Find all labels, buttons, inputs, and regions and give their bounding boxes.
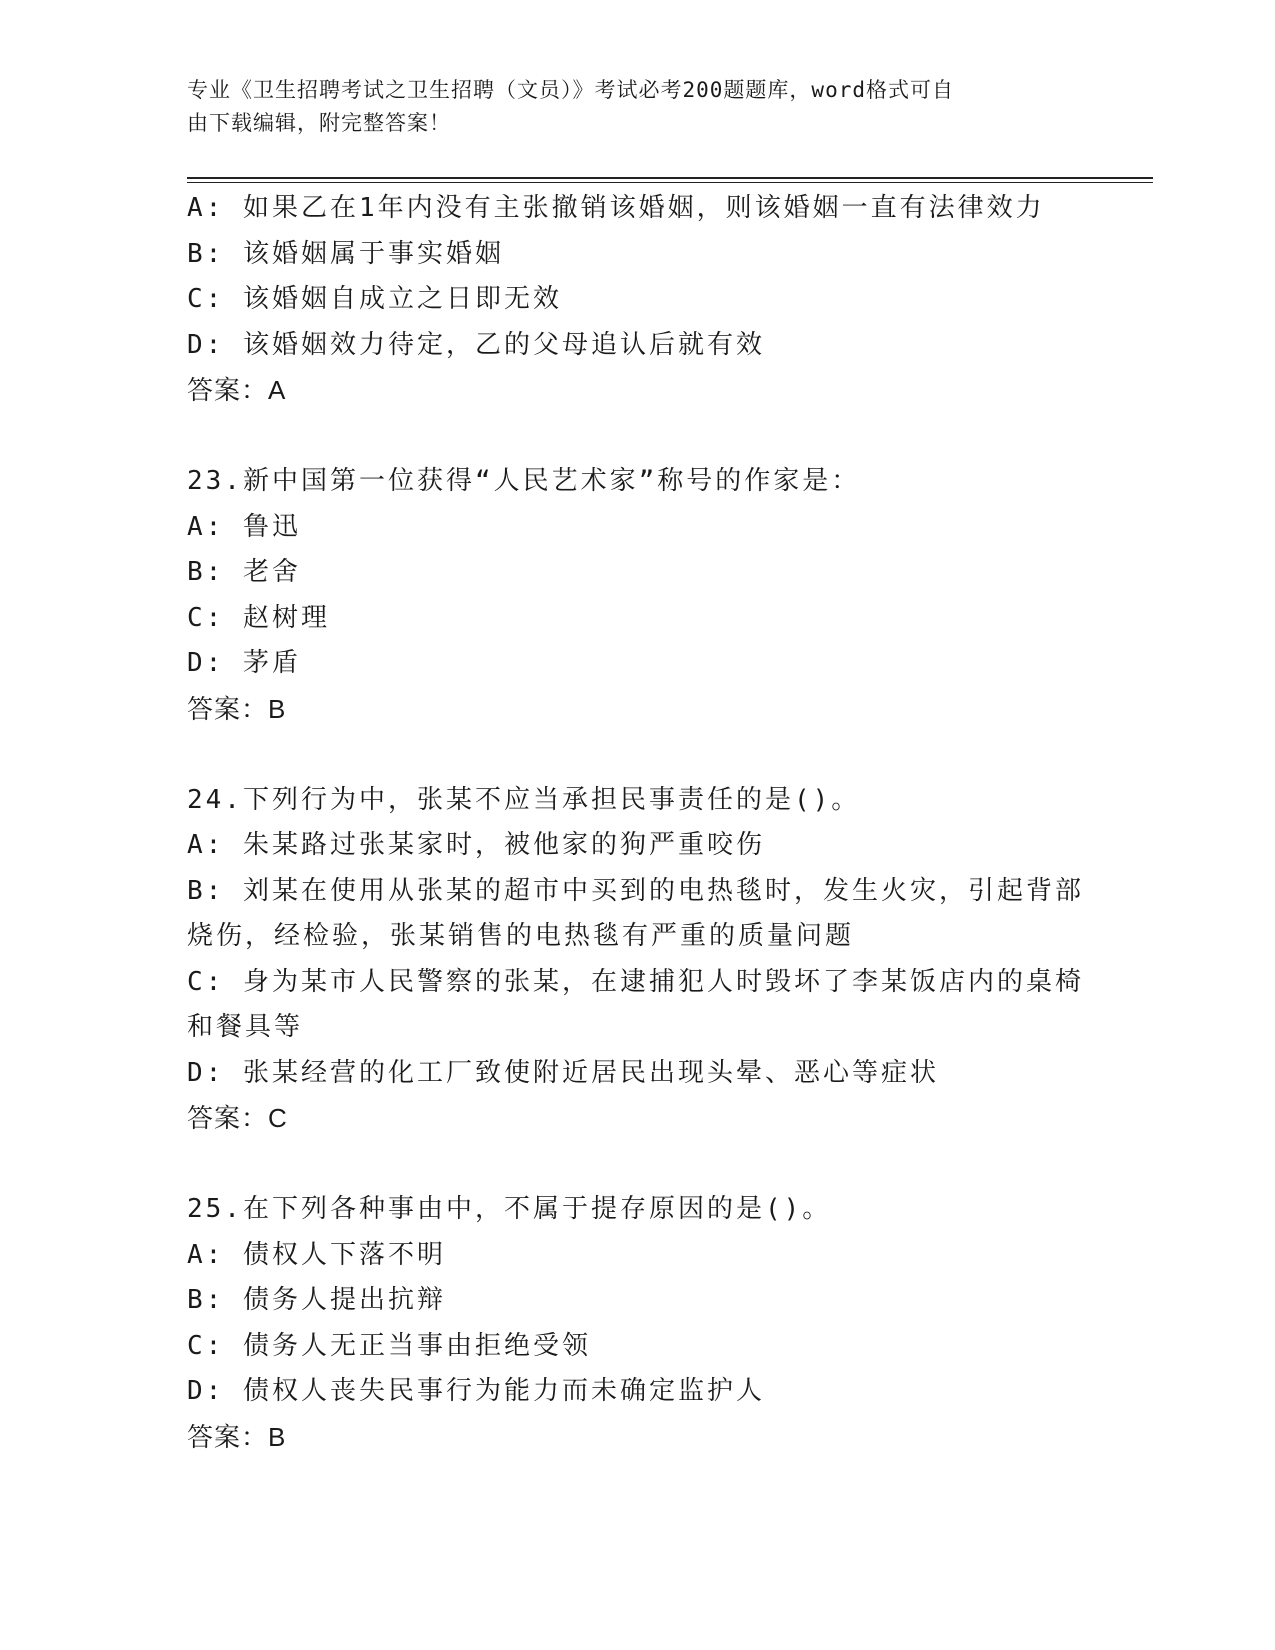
option-b-continued: 烧伤，经检验，张某销售的电热毯有严重的质量问题 bbox=[187, 921, 855, 951]
question-block-24 bbox=[187, 778, 1087, 1142]
option-b: B: 老舍 bbox=[187, 557, 301, 587]
document-header bbox=[187, 74, 1067, 140]
question-block-23 bbox=[187, 459, 1087, 732]
option-a: A: 朱某路过张某家时，被他家的狗严重咬伤 bbox=[187, 830, 765, 860]
option-d: D: 茅盾 bbox=[187, 648, 301, 678]
answer-line: 答案：B bbox=[187, 693, 287, 724]
option-b: B: 债务人提出抗辩 bbox=[187, 1285, 446, 1315]
option-c: C: 身为某市人民警察的张某，在逮捕犯人时毁坏了李某饭店内的桌椅 bbox=[187, 966, 1084, 997]
spacer bbox=[187, 1142, 1087, 1188]
option-d: D: 该婚姻效力待定，乙的父母追认后就有效 bbox=[187, 329, 765, 360]
question-title: 24.下列行为中，张某不应当承担民事责任的是()。 bbox=[187, 784, 861, 815]
header-rule-thin bbox=[187, 182, 1153, 183]
option-d: D: 张某经营的化工厂致使附近居民出现头晕、恶心等症状 bbox=[187, 1057, 939, 1088]
option-a: A: 如果乙在1年内没有主张撤销该婚姻，则该婚姻一直有法律效力 bbox=[187, 193, 1045, 223]
question-title: 25.在下列各种事由中，不属于提存原因的是()。 bbox=[187, 1194, 832, 1224]
spacer bbox=[187, 414, 1087, 460]
question-block-22 bbox=[187, 186, 1087, 414]
option-c-continued: 和餐具等 bbox=[187, 1012, 304, 1042]
option-b: B: 刘某在使用从张某的超市中买到的电热毯时，发生火灾，引起背部 bbox=[187, 875, 1084, 906]
option-d: D: 债权人丧失民事行为能力而未确定监护人 bbox=[187, 1376, 765, 1406]
question-block-25 bbox=[187, 1187, 1087, 1460]
answer-line: 答案：B bbox=[187, 1421, 287, 1452]
question-title: 23.新中国第一位获得“人民艺术家”称号的作家是： bbox=[187, 466, 861, 496]
option-c: C: 赵树理 bbox=[187, 602, 330, 633]
question-list bbox=[187, 186, 1087, 1460]
option-c: C: 债务人无正当事由拒绝受领 bbox=[187, 1330, 591, 1361]
option-c: C: 该婚姻自成立之日即无效 bbox=[187, 284, 562, 314]
answer-line: 答案：A bbox=[187, 375, 287, 405]
spacer bbox=[187, 732, 1087, 778]
option-a: A: 鲁迅 bbox=[187, 511, 301, 542]
option-b: B: 该婚姻属于事实婚姻 bbox=[187, 238, 504, 269]
header-rule-thick bbox=[187, 177, 1153, 179]
answer-line: 答案：C bbox=[187, 1103, 288, 1133]
header-line-1: 专业《卫生招聘考试之卫生招聘（文员）》考试必考200题题库，word格式可自 bbox=[187, 78, 954, 102]
option-a: A: 债权人下落不明 bbox=[187, 1239, 446, 1270]
header-line-2: 由下载编辑，附完整答案！ bbox=[187, 111, 451, 135]
